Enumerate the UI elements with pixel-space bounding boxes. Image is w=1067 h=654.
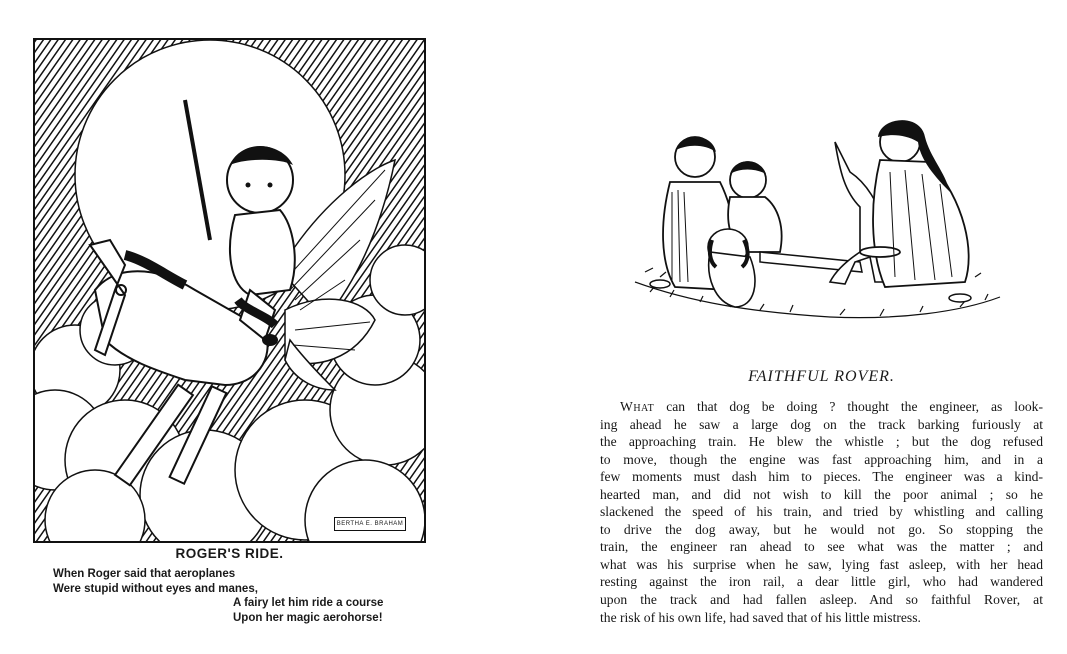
story-title: FAITHFUL ROVER. [748,368,895,385]
story-line: what was his surprise when he saw, lying fast asleep, with her head [600,556,1043,572]
story-line: the risk of his own life, had saved that of his little mistress. [600,609,921,625]
story-line: ing ahead he saw a large dog on the track barking furiously at [600,416,1043,432]
story-line: resting against the iron rail, a dear little girl, who had wandered [600,574,1043,590]
poem-title: ROGER'S RIDE. [175,546,284,561]
story-line: upon the track and had fallen asleep. And so faithful Rover, at [600,592,1043,608]
poem-verse [53,567,433,625]
story-line: to drive the dog away, but he would not go. So stopping the [600,521,1043,537]
verse-line: Were stupid without eyes and manes, [53,582,258,595]
story-body [600,398,1043,626]
children-feeding-dog-icon [630,112,1010,337]
story-line: the approaching train. He blew the whistle ; but the dog refused [600,434,1043,450]
illustrator-signature: BERTHA E. BRAHAM [334,517,406,531]
story-line: slackened the speed of his train, and tried by whistling and calling [600,504,1043,520]
story-line [600,398,1043,416]
story-lead-word: What [620,399,655,414]
child-riding-winged-hobby-horse-icon [35,40,424,541]
verse-line: When Roger said that aeroplanes [53,568,236,580]
story-line: hearted man, and did not wish to kill the poor animal ; so he [600,486,1043,502]
story-line: few moments must dash him to pieces. The engineer was a kind- [600,469,1043,485]
rogers-ride-illustration [33,38,426,543]
verse-line: Upon her magic aerohorse! [233,611,383,624]
story-line: to move, though the engine was fast approaching him, and in a [600,451,1043,467]
faithful-rover-illustration [630,112,1010,337]
story-line-text: can that dog be doing ? thought the engineer, as look- [654,399,1043,414]
verse-line: A fairy let him ride a course [233,597,384,609]
story-line: train, the engineer ran ahead to see what was the matter ; and [600,539,1043,555]
